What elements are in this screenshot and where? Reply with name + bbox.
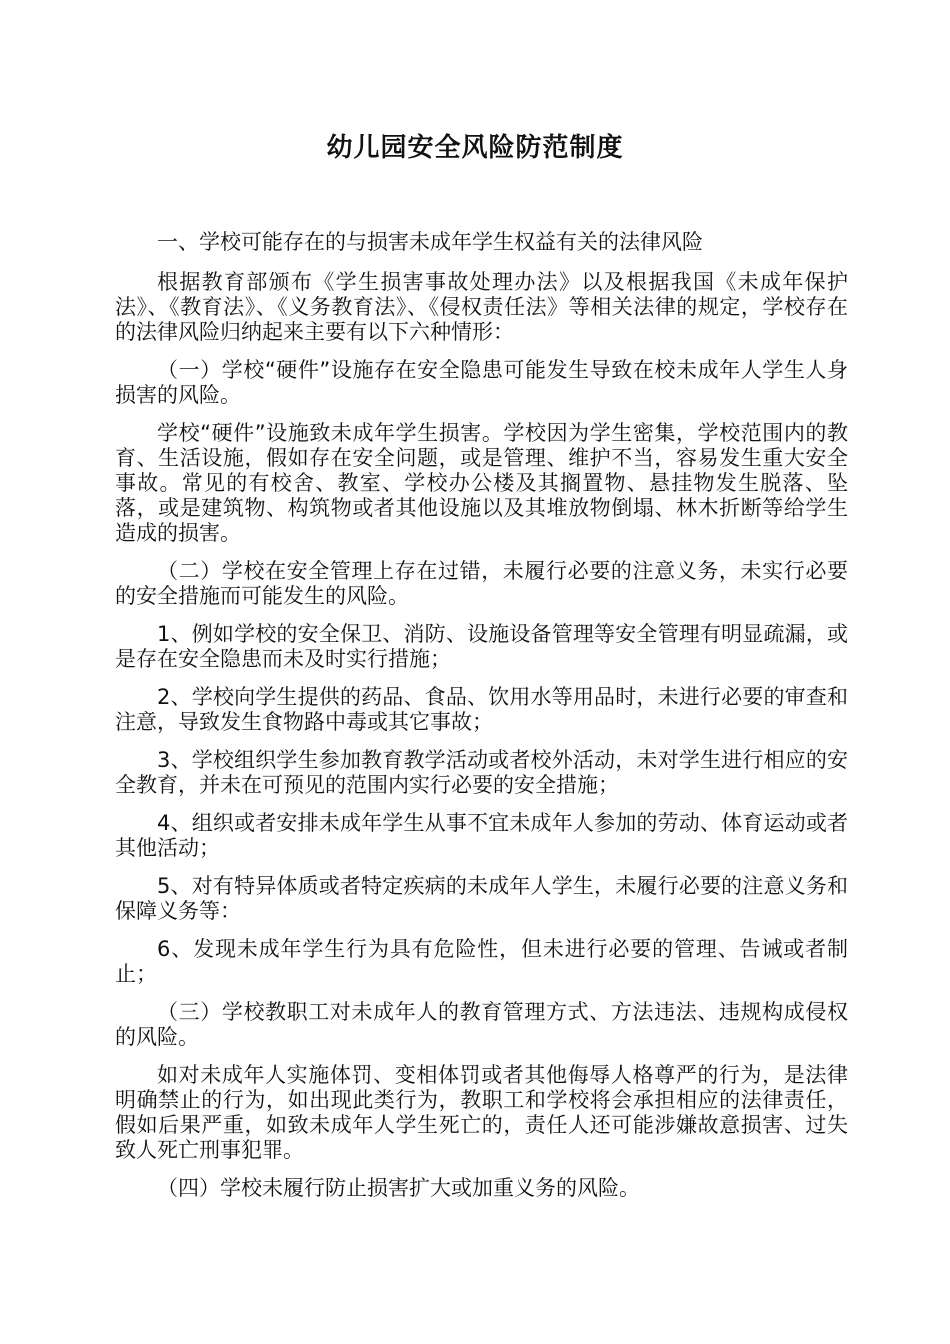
list-item: 5、对有特异体质或者特定疾病的未成年人学生，未履行必要的注意义务和保障义务等： <box>115 874 848 923</box>
subsection-heading: （一）学校“硬件”设施存在安全隐患可能发生导致在校未成年人学生人身损害的风险。 <box>115 358 848 407</box>
subsection-heading: （三）学校教职工对未成年人的教育管理方式、方法违法、违规构成侵权的风险。 <box>115 1000 848 1049</box>
section-heading-1: 一、学校可能存在的与损害未成年学生权益有关的法律风险 <box>157 230 703 254</box>
paragraph: 根据教育部颁布《学生损害事故处理办法》以及根据我国《未成年保护法》、《教育法》、《义务教育法》、《侵权责任法》等相关法律的规定，学校存在的法律风险归纳起来主要有以下六种情形： <box>115 270 848 344</box>
list-item: 1、例如学校的安全保卫、消防、设施设备管理等安全管理有明显疏漏，或是存在安全隐患而未及时实行措施； <box>115 622 848 671</box>
document-body <box>115 230 848 1214</box>
list-item: 3、学校组织学生参加教育教学活动或者校外活动，未对学生进行相应的安全教育，并未在可预见的范围内实行必要的安全措施； <box>115 748 848 797</box>
list-item: 4、组织或者安排未成年学生从事不宜未成年人参加的劳动、体育运动或者其他活动； <box>115 811 848 860</box>
paragraph: 如对未成年人实施体罚、变相体罚或者其他侮辱人格尊严的行为，是法律明确禁止的行为，如出现此类行为，教职工和学校将会承担相应的法律责任，假如后果严重，如致未成年人学生死亡的，责任人还可能涉嫌故意损害、过失致人死亡刑事犯罪。 <box>115 1063 848 1162</box>
list-item: 6、发现未成年学生行为具有危险性，但未进行必要的管理、告诫或者制止； <box>115 937 848 986</box>
subsection-heading: （二）学校在安全管理上存在过错，未履行必要的注意义务，未实行必要的安全措施而可能发生的风险。 <box>115 559 848 608</box>
list-item: 2、学校向学生提供的药品、食品、饮用水等用品时，未进行必要的审查和注意，导致发生食物路中毒或其它事故； <box>115 685 848 734</box>
subsection-heading: （四）学校未履行防止损害扩大或加重义务的风险。 <box>157 1176 640 1200</box>
document-title: 幼儿园安全风险防范制度 <box>326 133 624 163</box>
paragraph: 学校“硬件”设施致未成年学生损害。学校因为学生密集，学校范围内的教育、生活设施，假如存在安全问题，或是管理、维护不当，容易发生重大安全事故。常见的有校舍、教室、学校办公楼及其搁置物、悬挂物发生脱落、坠落，或是建筑物、构筑物或者其他设施以及其堆放物倒塌、林木折断等给学生造成的损害。 <box>115 421 848 545</box>
